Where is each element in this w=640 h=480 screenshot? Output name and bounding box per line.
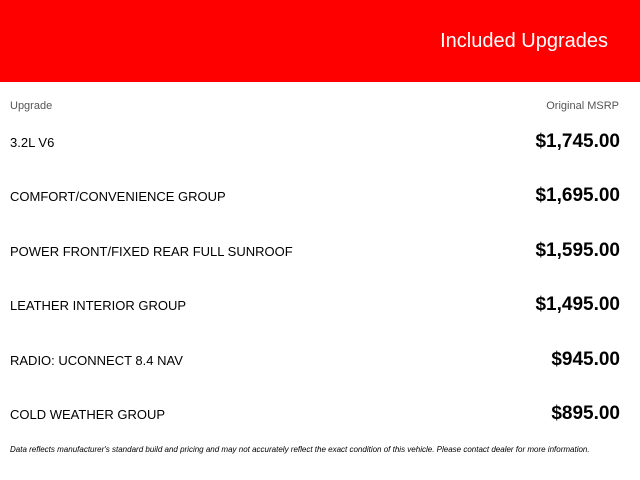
- upgrades-list: [0, 128, 640, 454]
- upgrade-price: $1,495.00: [535, 294, 620, 316]
- upgrade-row: [0, 182, 640, 236]
- upgrade-row: [0, 128, 640, 182]
- upgrade-name: COMFORT/CONVENIENCE GROUP: [10, 189, 226, 205]
- upgrade-row: [0, 291, 640, 345]
- column-header-original-msrp: Original MSRP: [546, 100, 619, 112]
- upgrade-price: $945.00: [551, 348, 620, 370]
- upgrade-name: 3.2L V6: [10, 135, 55, 150]
- upgrade-row: [0, 346, 640, 400]
- column-header-upgrade: Upgrade: [10, 100, 53, 112]
- disclaimer-text: Data reflects manufacturer's standard build and pricing and may not accurately reflect the exact condition of this vehicle. Please contact dealer for more information.: [10, 445, 590, 454]
- upgrade-price: $1,595.00: [535, 239, 620, 261]
- upgrade-name: RADIO: UCONNECT 8.4 NAV: [10, 352, 183, 368]
- upgrade-name: LEATHER INTERIOR GROUP: [10, 298, 187, 314]
- page-title: Included Upgrades: [440, 30, 608, 52]
- upgrade-name: POWER FRONT/FIXED REAR FULL SUNROOF: [10, 243, 293, 259]
- header-banner: [0, 0, 640, 82]
- upgrade-row: [0, 237, 640, 291]
- upgrade-price: $895.00: [551, 402, 620, 424]
- upgrade-price: $1,745.00: [535, 131, 620, 152]
- upgrade-price: $1,695.00: [535, 185, 620, 207]
- upgrade-name: COLD WEATHER GROUP: [10, 406, 166, 422]
